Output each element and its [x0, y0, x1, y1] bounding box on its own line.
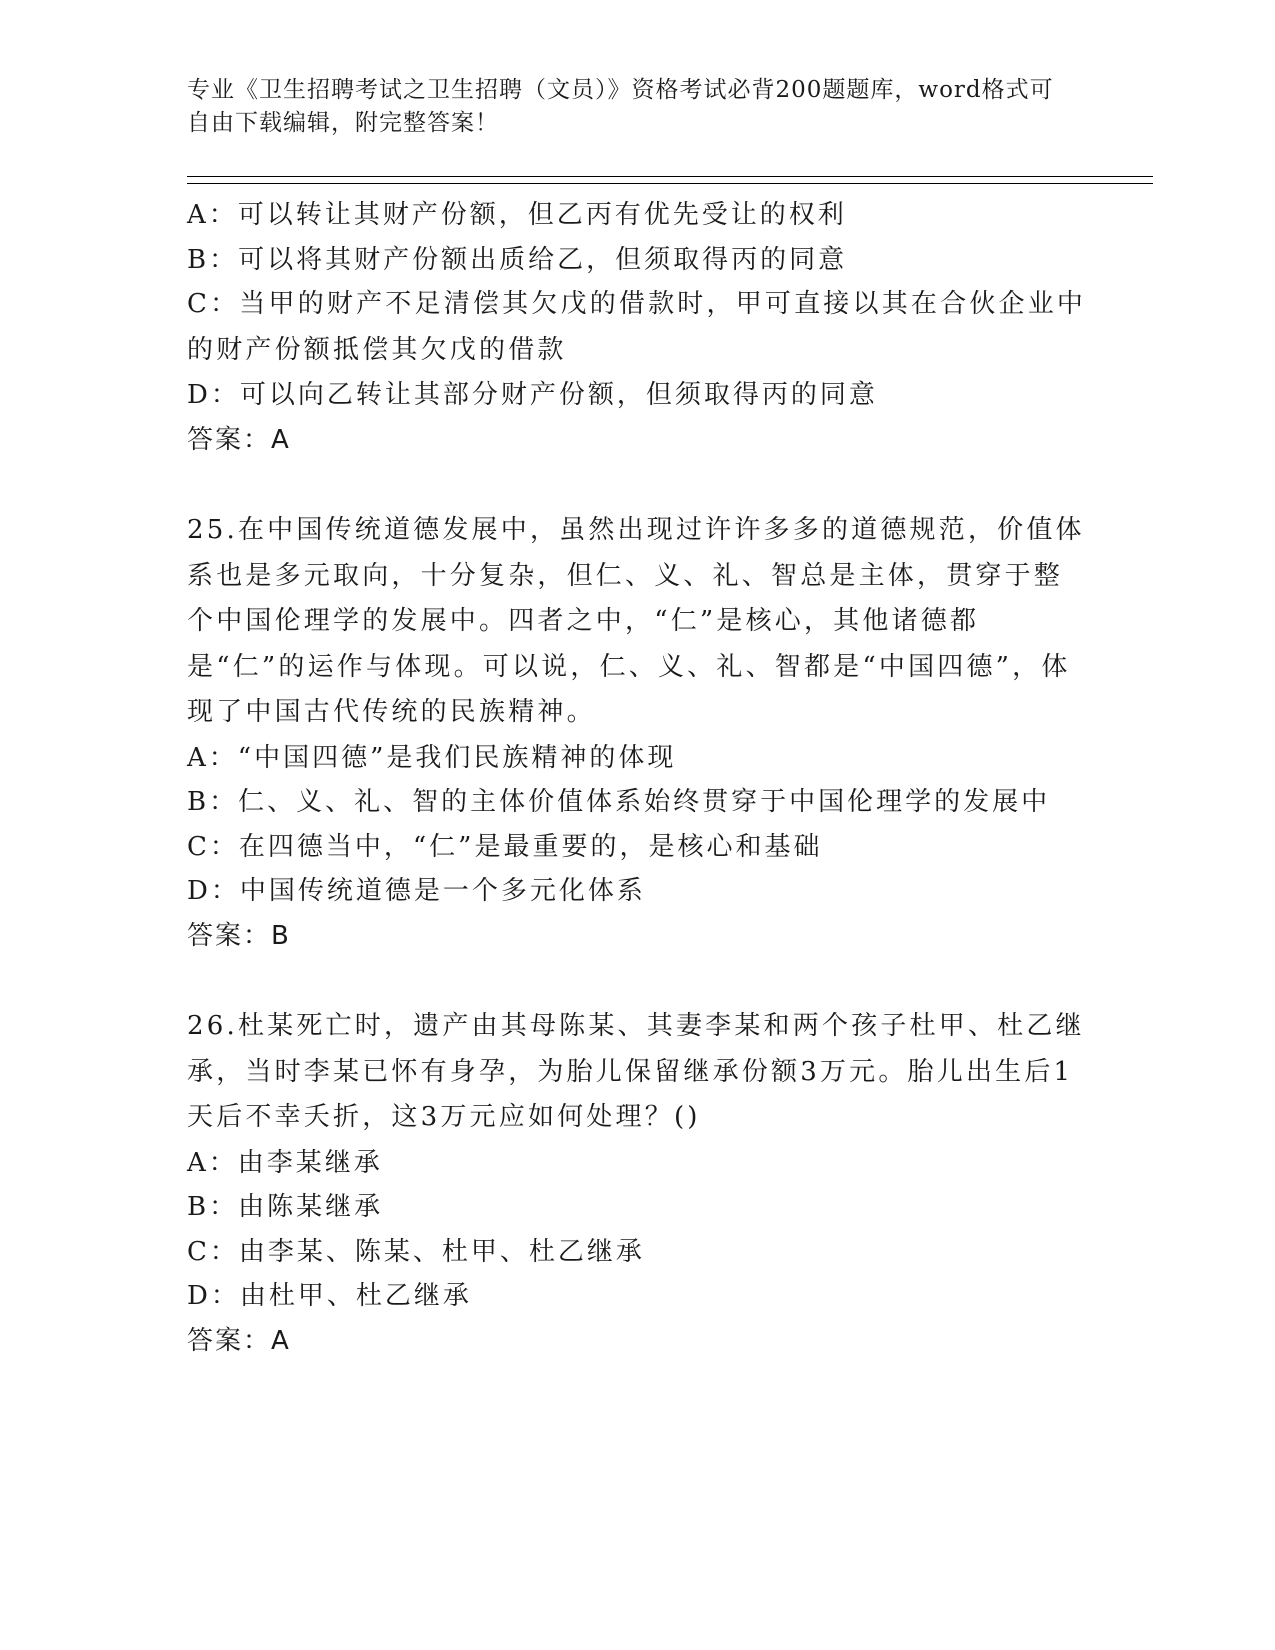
q25-option-d: D：中国传统道德是一个多元化体系 [187, 876, 646, 906]
q24-option-a: A：可以转让其财产份额，但乙丙有优先受让的权利 [187, 200, 847, 230]
q24-option-d: D：可以向乙转让其部分财产份额，但须取得丙的同意 [187, 380, 878, 410]
document-header: 专业《卫生招聘考试之卫生招聘（文员）》资格考试必背200题题库，word格式可自由下载编辑，附完整答案！ [187, 77, 1054, 136]
q26-option-b: B：由陈某继承 [187, 1192, 384, 1222]
question-content [187, 193, 1087, 1363]
spacer [187, 958, 1087, 1004]
header-rule-top [187, 176, 1153, 177]
q26-option-d: D：由杜甲、杜乙继承 [187, 1281, 472, 1311]
spacer [187, 462, 1087, 508]
q25-option-b: B：仁、义、礼、智的主体价值体系始终贯穿于中国伦理学的发展中 [187, 787, 1051, 817]
q26-option-a: A：由李某继承 [187, 1147, 383, 1178]
header-rule-bottom [187, 183, 1153, 184]
question-26-block [187, 1004, 1087, 1363]
q25-stem: 25.在中国传统道德发展中，虽然出现过许许多多的道德规范，价值体系也是多元取向，十分复杂，但仁、义、礼、智总是主体，贯穿于整个中国伦理学的发展中。四者之中，“仁”是核心，其他诸德都是“仁”的运作与体现。可以说，仁、义、礼、智都是“中国四德”，体现了中国古代传统的民族精神。 [187, 515, 1085, 727]
q24-option-b: B：可以将其财产份额出质给乙，但须取得丙的同意 [187, 244, 848, 275]
q24-answer: 答案：A [187, 424, 291, 455]
q26-option-c: C：由李某、陈某、杜甲、杜乙继承 [187, 1236, 645, 1267]
question-24-block [187, 193, 1087, 462]
q24-option-c: C：当甲的财产不足清偿其欠戊的借款时，甲可直接以其在合伙企业中的财产份额抵偿其欠戊的借款 [187, 289, 1087, 365]
question-25-block [187, 508, 1087, 958]
q25-answer: 答案：B [187, 920, 291, 951]
q26-stem: 26.杜某死亡时，遗产由其母陈某、其妻李某和两个孩子杜甲、杜乙继承，当时李某已怀有身孕，为胎儿保留继承份额3万元。胎儿出生后1天后不幸夭折，这3万元应如何处理？() [187, 1011, 1085, 1132]
q26-answer: 答案：A [187, 1325, 291, 1356]
q25-option-a: A：“中国四德”是我们民族精神的体现 [187, 742, 677, 773]
q25-option-c: C：在四德当中，“仁”是最重要的，是核心和基础 [187, 831, 823, 862]
